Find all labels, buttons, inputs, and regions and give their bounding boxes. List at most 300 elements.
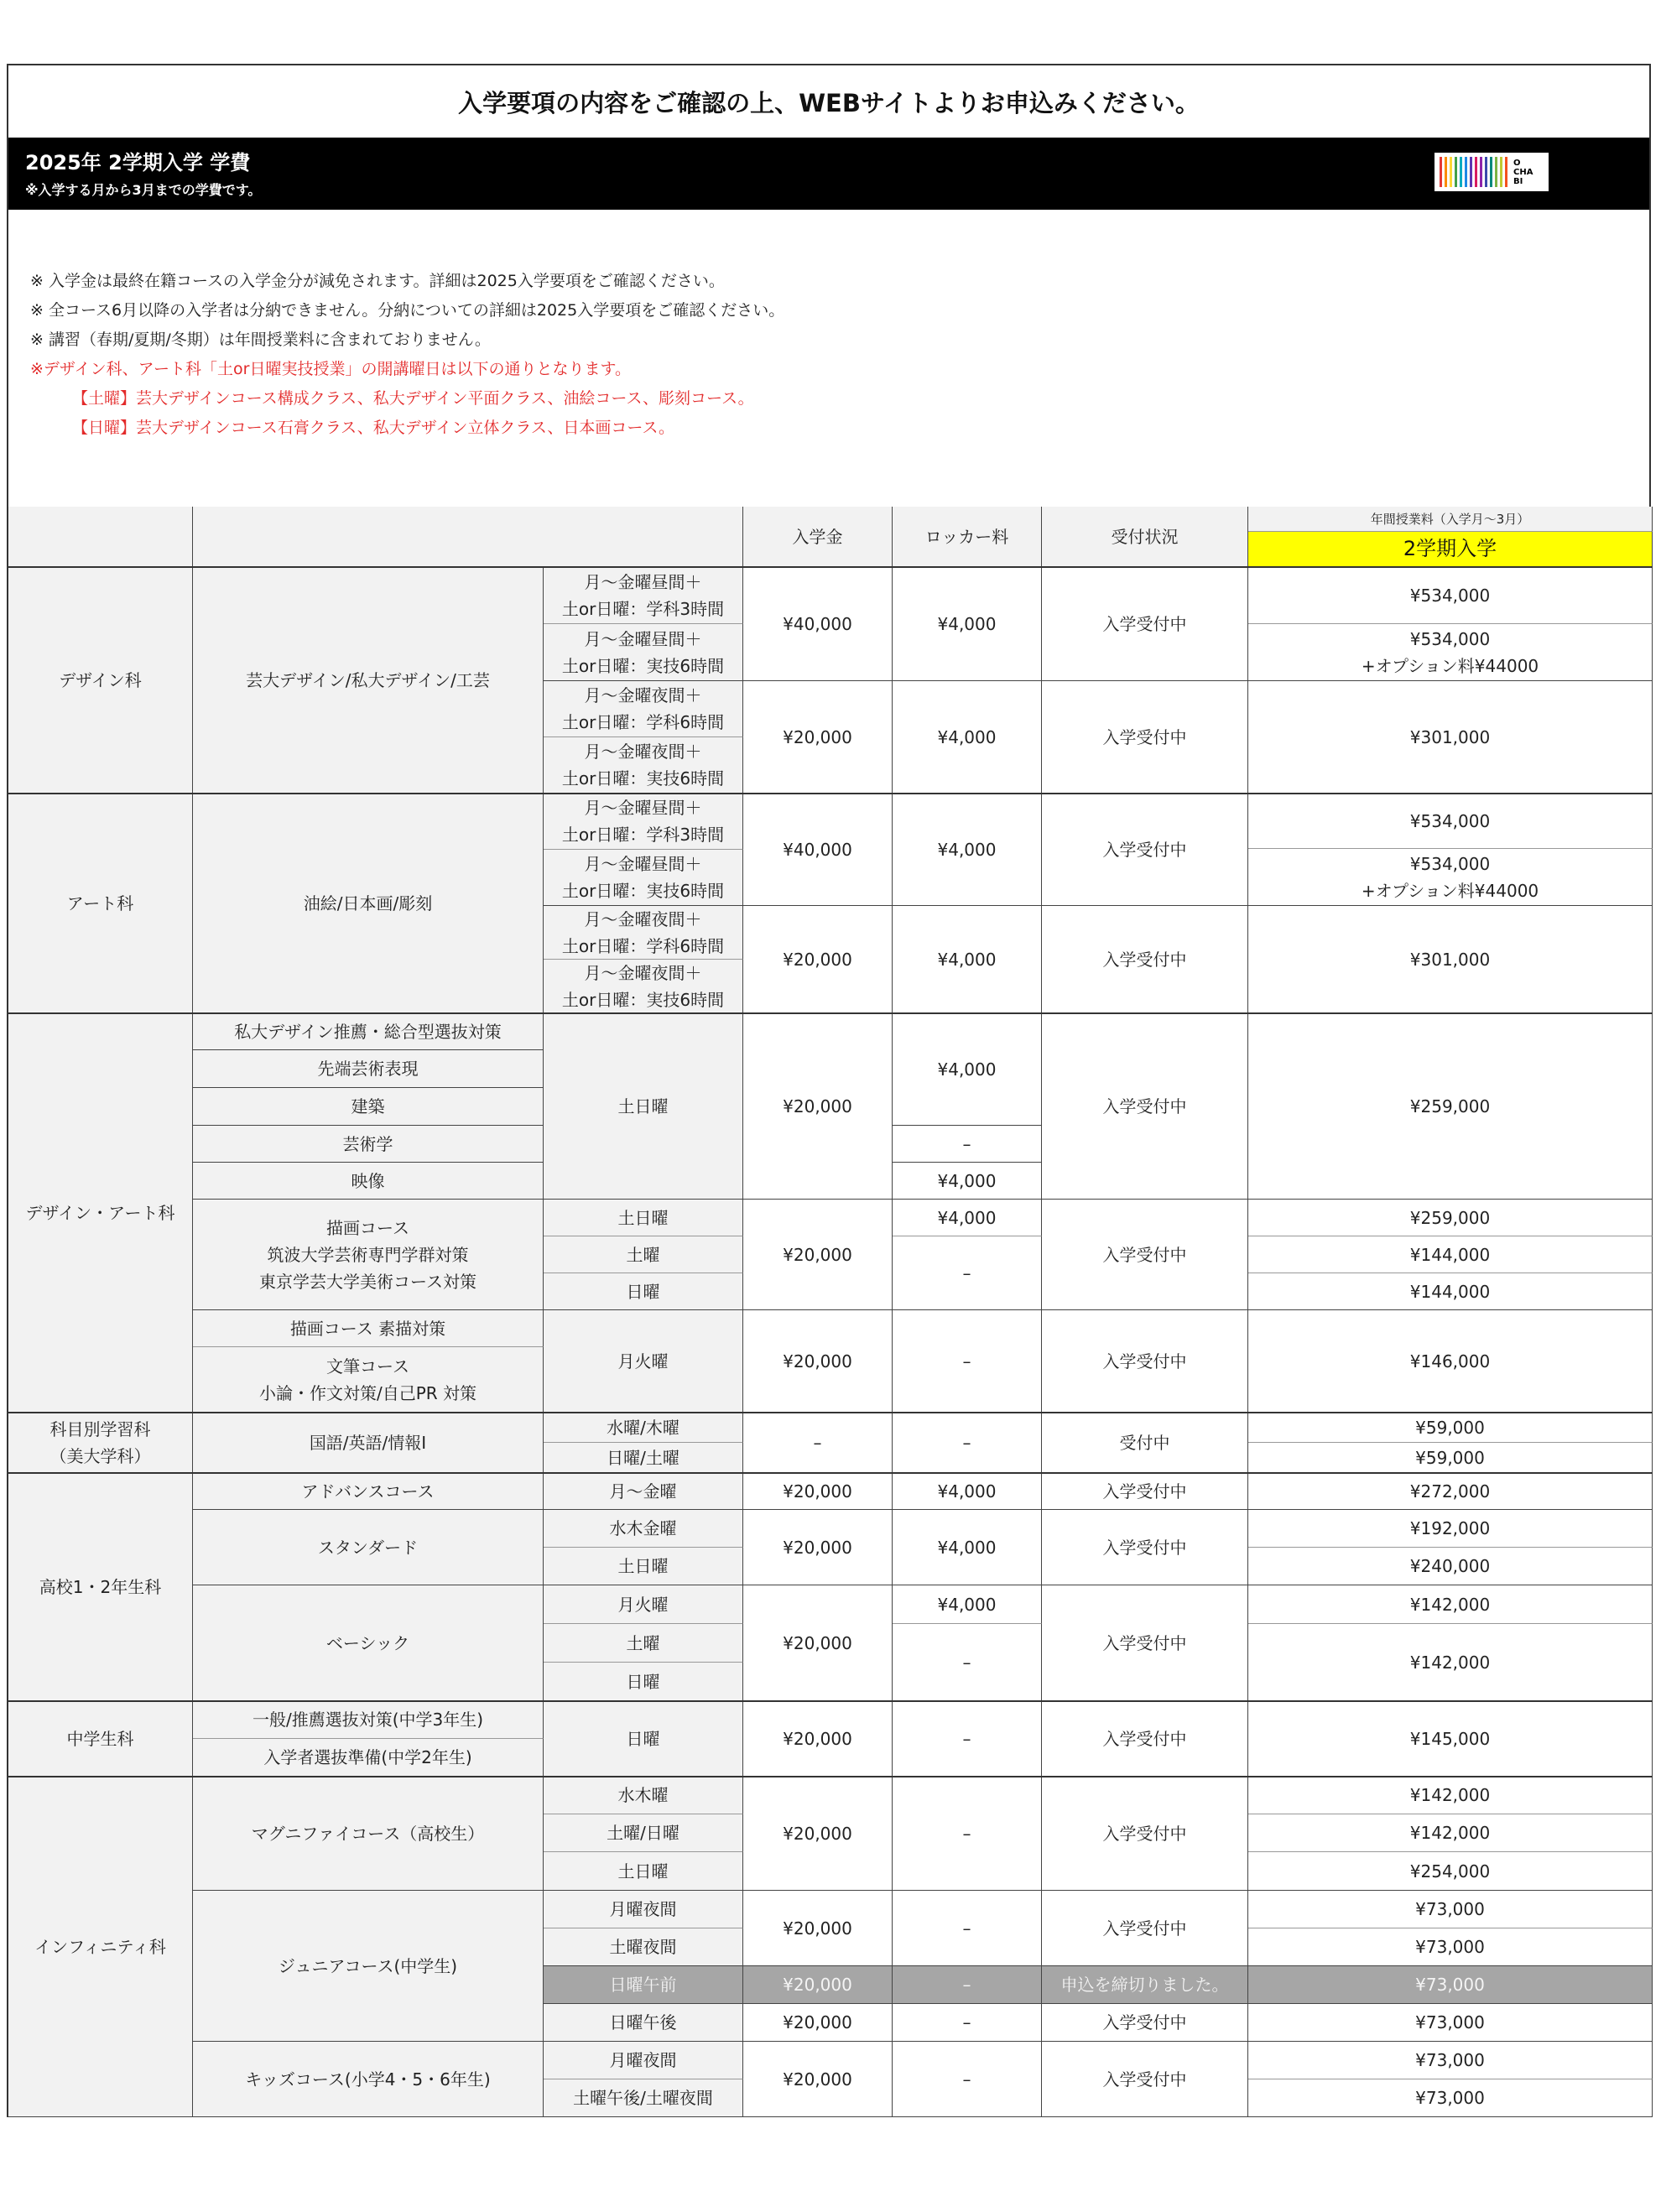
schedule bbox=[544, 1585, 743, 1624]
cell-text: – bbox=[962, 2069, 971, 2090]
cell-text: ¥4,000 bbox=[937, 1207, 997, 1228]
locker-fee bbox=[893, 681, 1042, 794]
cell-text: ¥142,000 bbox=[1409, 1594, 1491, 1615]
tuition bbox=[1248, 1310, 1653, 1413]
status bbox=[1042, 1310, 1248, 1413]
cell-text: 先端芸術表現 bbox=[317, 1059, 419, 1079]
cell-text: 入学受付中 bbox=[1102, 2012, 1187, 2032]
cell-text: 日曜 bbox=[626, 1671, 660, 1692]
cell-text: 受付中 bbox=[1119, 1432, 1170, 1453]
cell-text: 入学受付中 bbox=[1102, 726, 1187, 747]
cell-text: 水木金曜 bbox=[609, 1518, 677, 1538]
course bbox=[193, 1347, 544, 1413]
cell-text: ¥192,000 bbox=[1409, 1518, 1491, 1538]
cell-text: ¥534,000 +オプション料¥44000 bbox=[1361, 853, 1539, 901]
cell-text: ¥20,000 bbox=[783, 1096, 852, 1116]
course bbox=[193, 2042, 544, 2117]
logo-stripe bbox=[1495, 157, 1497, 187]
tuition bbox=[1248, 681, 1653, 794]
cell-text: 入学受付中 bbox=[1102, 1244, 1187, 1265]
cell-text: 月〜金曜 bbox=[609, 1481, 677, 1502]
schedule bbox=[544, 1510, 743, 1548]
status bbox=[1042, 2042, 1248, 2117]
cell-text: 入学受付中 bbox=[1102, 2069, 1187, 2090]
logo-stripe bbox=[1480, 157, 1482, 187]
header-blank-1 bbox=[8, 507, 193, 567]
cell-text: 入学受付中 bbox=[1102, 839, 1187, 860]
entrance-fee bbox=[743, 1413, 893, 1473]
tuition bbox=[1248, 1928, 1653, 1966]
status bbox=[1042, 1200, 1248, 1310]
schedule bbox=[544, 2079, 743, 2117]
entrance-fee bbox=[743, 794, 893, 906]
cell-text: ¥20,000 bbox=[783, 1351, 852, 1371]
cell-text: 入学受付中 bbox=[1102, 1096, 1187, 1116]
cell-text: 描画コース 素描対策 bbox=[289, 1318, 446, 1339]
cell-text: ¥20,000 bbox=[783, 1632, 852, 1653]
cell-text: デザイン・アート科 bbox=[25, 1202, 175, 1223]
section-divider bbox=[8, 1700, 1653, 1702]
cell-text: 入学受付中 bbox=[1102, 1537, 1187, 1558]
cell-text: ¥20,000 bbox=[783, 2069, 852, 2090]
cell-text: 入学受付中 bbox=[1102, 949, 1187, 970]
schedule bbox=[544, 567, 743, 624]
tuition bbox=[1248, 2079, 1653, 2117]
status bbox=[1042, 794, 1248, 906]
schedule bbox=[544, 1473, 743, 1510]
locker-fee bbox=[893, 1473, 1042, 1510]
cell-text: 月〜金曜昼間＋ 土or日曜：実技6時間 bbox=[561, 854, 725, 901]
schedule bbox=[544, 1548, 743, 1585]
logo-stripes-icon bbox=[1440, 157, 1510, 187]
cell-text: ¥73,000 bbox=[1415, 2050, 1485, 2070]
status bbox=[1042, 1701, 1248, 1777]
tuition bbox=[1248, 1236, 1653, 1273]
cell-text: 入学受付中 bbox=[1102, 1632, 1187, 1653]
entrance-fee bbox=[743, 1310, 893, 1413]
cell-text: ¥40,000 bbox=[783, 613, 852, 634]
cell-text: 科目別学習科 （美大学科） bbox=[49, 1418, 151, 1466]
logo-stripe bbox=[1460, 157, 1462, 187]
cell-text: ¥73,000 bbox=[1415, 1937, 1485, 1957]
schedule bbox=[544, 624, 743, 681]
logo-stripe bbox=[1505, 157, 1507, 187]
header-status: 受付状況 bbox=[1042, 507, 1248, 567]
cell-text: – bbox=[962, 1823, 971, 1844]
term-subtitle: ※入学する月から3月までの学費です。 bbox=[25, 182, 262, 198]
cell-text: 月〜金曜夜間＋ 土or日曜：実技6時間 bbox=[561, 962, 725, 1010]
header-blank-2 bbox=[193, 507, 743, 567]
cell-text: キッズコース(小学4・5・6年生) bbox=[245, 2069, 491, 2090]
term-title: 2025年 2学期入学 学費 bbox=[25, 151, 251, 174]
cell-text: – bbox=[962, 1652, 971, 1673]
course bbox=[193, 1050, 544, 1088]
header-entrance-fee: 入学金 bbox=[743, 507, 893, 567]
cell-text: ジュニアコース(中学生) bbox=[278, 1955, 458, 1976]
cell-text: ¥4,000 bbox=[937, 1594, 997, 1615]
schedule bbox=[544, 1814, 743, 1852]
note-line: ※ 講習（春期/夏期/冬期）は年間授業料に含まれておりません。 bbox=[30, 330, 491, 349]
status bbox=[1042, 1585, 1248, 1701]
schedule bbox=[544, 906, 743, 960]
tuition bbox=[1248, 1548, 1653, 1585]
cell-text: 私大デザイン推薦・総合型選抜対策 bbox=[234, 1021, 502, 1042]
schedule bbox=[544, 737, 743, 794]
schedule bbox=[544, 681, 743, 737]
entrance-fee bbox=[743, 906, 893, 1013]
logo-stripe bbox=[1455, 157, 1457, 187]
cell-text: 入学受付中 bbox=[1102, 1823, 1187, 1844]
locker-fee bbox=[893, 906, 1042, 1013]
course bbox=[193, 1413, 544, 1473]
logo-stripe bbox=[1470, 157, 1472, 187]
cell-text: ¥534,000 bbox=[1409, 585, 1491, 606]
cell-text: ¥73,000 bbox=[1415, 1975, 1485, 1995]
cell-text: – bbox=[962, 1262, 971, 1283]
course-design bbox=[193, 567, 544, 794]
locker-fee bbox=[893, 1163, 1042, 1200]
cell-text: スタンダード bbox=[317, 1537, 419, 1558]
entrance-fee bbox=[743, 567, 893, 681]
cell-text: ¥534,000 +オプション料¥44000 bbox=[1361, 628, 1539, 676]
cell-text: ¥4,000 bbox=[937, 613, 997, 634]
logo-stripe bbox=[1485, 157, 1487, 187]
tuition bbox=[1248, 567, 1653, 624]
cell-text: 水曜/木曜 bbox=[607, 1417, 680, 1438]
tuition bbox=[1248, 906, 1653, 1013]
cell-text: 月曜夜間 bbox=[609, 1899, 677, 1919]
schedule bbox=[544, 1701, 743, 1777]
entrance-fee bbox=[743, 1473, 893, 1510]
cell-text: ¥73,000 bbox=[1415, 2088, 1485, 2108]
entrance-fee bbox=[743, 1891, 893, 1966]
cell-text: マグニファイコース（高校生） bbox=[251, 1823, 485, 1844]
course bbox=[193, 1777, 544, 1891]
cell-text: – bbox=[962, 1351, 971, 1371]
term-header-bar bbox=[8, 138, 1649, 210]
cell-text: 申込を締切りました。 bbox=[1060, 1975, 1229, 1995]
locker-fee bbox=[893, 1701, 1042, 1777]
cell-text: ¥20,000 bbox=[783, 1728, 852, 1749]
course bbox=[193, 1739, 544, 1777]
schedule bbox=[544, 850, 743, 906]
page-title: 入学要項の内容をご確認の上、WEBサイトよりお申込みください。 bbox=[458, 88, 1200, 117]
schedule bbox=[544, 794, 743, 850]
tuition bbox=[1248, 2004, 1653, 2042]
cell-text: 建築 bbox=[351, 1096, 385, 1116]
note-line: 【日曜】芸大デザインコース石膏クラス、私大デザイン立体クラス、日本画コース。 bbox=[72, 419, 675, 437]
cell-text: 月火曜 bbox=[617, 1351, 669, 1371]
header-term-2nd: 2学期入学 bbox=[1248, 532, 1653, 567]
cell-text: 土曜夜間 bbox=[609, 1937, 677, 1957]
cell-text: 中学生科 bbox=[66, 1728, 134, 1749]
cell-text: 月〜金曜夜間＋ 土or日曜：実技6時間 bbox=[561, 742, 725, 789]
schedule bbox=[544, 1413, 743, 1443]
cell-text: ¥20,000 bbox=[783, 726, 852, 747]
cell-text: 油絵/日本画/彫刻 bbox=[303, 893, 433, 913]
fee-sheet bbox=[7, 64, 1651, 2117]
entrance-fee-closed bbox=[743, 1966, 893, 2004]
locker-fee bbox=[893, 1624, 1042, 1701]
cell-text: 土曜 bbox=[626, 1244, 660, 1265]
locker-fee bbox=[893, 1310, 1042, 1413]
cell-text: 月〜金曜昼間＋ 土or日曜：学科3時間 bbox=[561, 571, 725, 619]
cell-text: ¥20,000 bbox=[783, 1918, 852, 1939]
cell-text: – bbox=[962, 2012, 971, 2032]
entrance-fee bbox=[743, 1510, 893, 1585]
cell-text: 日曜 bbox=[626, 1728, 660, 1749]
schedule-closed bbox=[544, 1966, 743, 2004]
cell-text: アート科 bbox=[66, 893, 134, 913]
note-line: 【土曜】芸大デザインコース構成クラス、私大デザイン平面クラス、油絵コース、彫刻コース。 bbox=[72, 389, 754, 408]
tuition bbox=[1248, 1852, 1653, 1891]
cell-text: ¥301,000 bbox=[1409, 949, 1491, 970]
schedule bbox=[544, 1891, 743, 1928]
status bbox=[1042, 1510, 1248, 1585]
locker-fee bbox=[893, 1200, 1042, 1236]
status bbox=[1042, 681, 1248, 794]
schedule bbox=[544, 1273, 743, 1310]
status bbox=[1042, 1473, 1248, 1510]
cell-text: 月〜金曜昼間＋ 土or日曜：実技6時間 bbox=[561, 628, 725, 676]
tuition bbox=[1248, 1443, 1653, 1473]
schedule bbox=[544, 2042, 743, 2079]
entrance-fee bbox=[743, 2042, 893, 2117]
tuition bbox=[1248, 794, 1653, 849]
cell-text: 入学受付中 bbox=[1102, 1918, 1187, 1939]
cell-text: ¥20,000 bbox=[783, 1975, 852, 1995]
cell-text: ¥240,000 bbox=[1409, 1556, 1491, 1576]
dept-infinity bbox=[8, 1777, 193, 2117]
cell-text: アドバンスコース bbox=[301, 1481, 435, 1502]
cell-text: デザイン科 bbox=[59, 669, 142, 690]
cell-text: ¥146,000 bbox=[1409, 1351, 1491, 1371]
course bbox=[193, 1088, 544, 1126]
cell-text: ベーシック bbox=[325, 1632, 410, 1653]
locker-fee bbox=[893, 567, 1042, 681]
cell-text: ¥272,000 bbox=[1409, 1481, 1491, 1502]
locker-fee bbox=[893, 794, 1042, 906]
logo-stripe bbox=[1500, 157, 1502, 187]
course bbox=[193, 1701, 544, 1739]
cell-text: 月火曜 bbox=[617, 1594, 669, 1615]
cell-text: 映像 bbox=[351, 1170, 385, 1191]
schedule bbox=[544, 1928, 743, 1966]
cell-text: ¥145,000 bbox=[1409, 1728, 1491, 1749]
schedule bbox=[544, 1777, 743, 1814]
cell-text: ¥144,000 bbox=[1409, 1281, 1491, 1302]
note-line: ※ 入学金は最終在籍コースの入学金分が減免されます。詳細は2025入学要項をご確認ください。 bbox=[30, 272, 725, 290]
cell-text: 月曜夜間 bbox=[609, 2050, 677, 2070]
cell-text: ¥142,000 bbox=[1409, 1652, 1491, 1673]
notes-section bbox=[30, 267, 784, 443]
locker-fee bbox=[893, 1013, 1042, 1126]
logo-stripe bbox=[1450, 157, 1452, 187]
course bbox=[193, 1310, 544, 1347]
cell-text: ¥142,000 bbox=[1409, 1785, 1491, 1805]
cell-text: 土日曜 bbox=[617, 1207, 669, 1228]
schedule bbox=[544, 1443, 743, 1473]
cell-text: 文筆コース 小論・作文対策/自己PR 対策 bbox=[258, 1356, 477, 1403]
course bbox=[193, 1013, 544, 1050]
cell-text: 土日曜 bbox=[617, 1861, 669, 1882]
section-divider bbox=[8, 793, 1653, 794]
tuition bbox=[1248, 1777, 1653, 1814]
logo-stripe bbox=[1490, 157, 1492, 187]
entrance-fee bbox=[743, 681, 893, 794]
tuition bbox=[1248, 1510, 1653, 1548]
cell-text: 国語/英語/情報Ⅰ bbox=[309, 1432, 427, 1453]
entrance-fee bbox=[743, 2004, 893, 2042]
schedule bbox=[544, 1663, 743, 1701]
tuition bbox=[1248, 1585, 1653, 1624]
dept-art bbox=[8, 794, 193, 1013]
section-divider bbox=[8, 1776, 1653, 1777]
cell-text: ¥4,000 bbox=[937, 1537, 997, 1558]
status bbox=[1042, 1777, 1248, 1891]
tuition-closed bbox=[1248, 1966, 1653, 2004]
cell-text: 入学受付中 bbox=[1102, 613, 1187, 634]
cell-text: – bbox=[962, 1432, 971, 1453]
tuition bbox=[1248, 1013, 1653, 1200]
cell-text: ¥73,000 bbox=[1415, 1899, 1485, 1919]
header-tuition: 年間授業料（入学月〜3月） bbox=[1248, 507, 1653, 532]
status bbox=[1042, 1413, 1248, 1473]
cell-text: – bbox=[813, 1432, 822, 1453]
cell-text: ¥40,000 bbox=[783, 839, 852, 860]
cell-text: 日曜/土曜 bbox=[607, 1447, 680, 1468]
cell-text: ¥20,000 bbox=[783, 1244, 852, 1265]
cell-text: ¥20,000 bbox=[783, 1823, 852, 1844]
status bbox=[1042, 1013, 1248, 1200]
course-art bbox=[193, 794, 544, 1013]
status bbox=[1042, 906, 1248, 1013]
locker-fee bbox=[893, 2042, 1042, 2117]
locker-fee bbox=[893, 1236, 1042, 1310]
locker-fee bbox=[893, 1126, 1042, 1163]
cell-text: 入学受付中 bbox=[1102, 1728, 1187, 1749]
cell-text: 一般/推薦選抜対策(中学3年生) bbox=[252, 1710, 484, 1730]
logo-stripe bbox=[1475, 157, 1477, 187]
course bbox=[193, 1163, 544, 1200]
tuition bbox=[1248, 1814, 1653, 1852]
cell-text: 入学受付中 bbox=[1102, 1351, 1187, 1371]
cell-text: 月〜金曜夜間＋ 土or日曜：学科6時間 bbox=[561, 908, 725, 956]
entrance-fee bbox=[743, 1701, 893, 1777]
cell-text: 描画コース 筑波大学芸術専門学群対策 東京学芸大学美術コース対策 bbox=[259, 1217, 476, 1292]
cell-text: ¥4,000 bbox=[937, 949, 997, 970]
header-locker-fee: ロッカー料 bbox=[893, 507, 1042, 567]
course bbox=[193, 1473, 544, 1510]
cell-text: ¥4,000 bbox=[937, 1170, 997, 1191]
course bbox=[193, 1891, 544, 2042]
cell-text: 日曜 bbox=[626, 1281, 660, 1302]
cell-text: 日曜午後 bbox=[609, 2012, 677, 2032]
note-line: ※ 全コース6月以降の入学者は分納できません。分納についての詳細は2025入学要項をご確認ください。 bbox=[30, 301, 785, 320]
status-closed bbox=[1042, 1966, 1248, 2004]
cell-text: 月〜金曜夜間＋ 土or日曜：学科6時間 bbox=[561, 685, 725, 732]
dept-juniorhigh bbox=[8, 1701, 193, 1777]
cell-text: ¥20,000 bbox=[783, 1481, 852, 1502]
cell-text: 水木曜 bbox=[617, 1785, 669, 1805]
cell-text: ¥73,000 bbox=[1415, 2012, 1485, 2032]
logo-stripe bbox=[1440, 157, 1442, 187]
schedule bbox=[544, 1236, 743, 1273]
cell-text: – bbox=[962, 1918, 971, 1939]
cell-text: 入学者選抜準備(中学2年生) bbox=[263, 1747, 472, 1767]
tuition bbox=[1248, 1413, 1653, 1443]
tuition bbox=[1248, 849, 1653, 906]
cell-text: ¥59,000 bbox=[1415, 1417, 1485, 1438]
course bbox=[193, 1510, 544, 1585]
locker-fee bbox=[893, 1777, 1042, 1891]
note-line: ※デザイン科、アート科「土or日曜実技授業」の開講曜日は以下の通りとなります。 bbox=[30, 360, 631, 378]
course bbox=[193, 1126, 544, 1163]
schedule bbox=[544, 1624, 743, 1663]
entrance-fee bbox=[743, 1200, 893, 1310]
dept-subject bbox=[8, 1413, 193, 1473]
cell-text: ¥259,000 bbox=[1409, 1207, 1491, 1228]
cell-text: ¥259,000 bbox=[1409, 1096, 1491, 1116]
cell-text: – bbox=[962, 1728, 971, 1749]
logo-stripe bbox=[1445, 157, 1447, 187]
tuition bbox=[1248, 1273, 1653, 1310]
cell-text: ¥20,000 bbox=[783, 1537, 852, 1558]
cell-text: 日曜午前 bbox=[609, 1975, 677, 1995]
status bbox=[1042, 1891, 1248, 1966]
cell-text: 土曜午後/土曜夜間 bbox=[573, 2088, 713, 2108]
section-divider bbox=[8, 566, 1653, 568]
course bbox=[193, 1585, 544, 1701]
cell-text: 土日曜 bbox=[617, 1556, 669, 1576]
cell-text: ¥20,000 bbox=[783, 2012, 852, 2032]
schedule bbox=[544, 1310, 743, 1413]
cell-text: 芸大デザイン/私大デザイン/工芸 bbox=[246, 669, 490, 690]
dept-highschool bbox=[8, 1473, 193, 1701]
locker-fee bbox=[893, 2004, 1042, 2042]
course bbox=[193, 1200, 544, 1310]
schedule bbox=[544, 1013, 743, 1200]
cell-text: 土日曜 bbox=[617, 1096, 669, 1116]
cell-text: – bbox=[962, 1975, 971, 1995]
tuition bbox=[1248, 1473, 1653, 1510]
section-divider bbox=[8, 1412, 1653, 1413]
cell-text: ¥4,000 bbox=[937, 1481, 997, 1502]
entrance-fee bbox=[743, 1585, 893, 1701]
tuition bbox=[1248, 624, 1653, 681]
cell-text: – bbox=[962, 1133, 971, 1154]
cell-text: 入学受付中 bbox=[1102, 1481, 1187, 1502]
tuition bbox=[1248, 1200, 1653, 1236]
cell-text: 月〜金曜昼間＋ 土or日曜：学科3時間 bbox=[561, 798, 725, 845]
cell-text: ¥59,000 bbox=[1415, 1447, 1485, 1468]
cell-text: ¥534,000 bbox=[1409, 810, 1491, 831]
schedule bbox=[544, 1200, 743, 1236]
cell-text: ¥142,000 bbox=[1409, 1823, 1491, 1843]
cell-text: 高校1・2年生科 bbox=[39, 1576, 162, 1597]
locker-fee bbox=[893, 1891, 1042, 1966]
tuition bbox=[1248, 1891, 1653, 1928]
locker-fee-closed bbox=[893, 1966, 1042, 2004]
ochabi-logo bbox=[1434, 153, 1549, 191]
cell-text: ¥254,000 bbox=[1409, 1861, 1491, 1882]
tuition bbox=[1248, 1624, 1653, 1701]
schedule bbox=[544, 1852, 743, 1891]
cell-text: ¥144,000 bbox=[1409, 1244, 1491, 1265]
tuition bbox=[1248, 2042, 1653, 2079]
status bbox=[1042, 567, 1248, 681]
dept-design-art bbox=[8, 1013, 193, 1413]
